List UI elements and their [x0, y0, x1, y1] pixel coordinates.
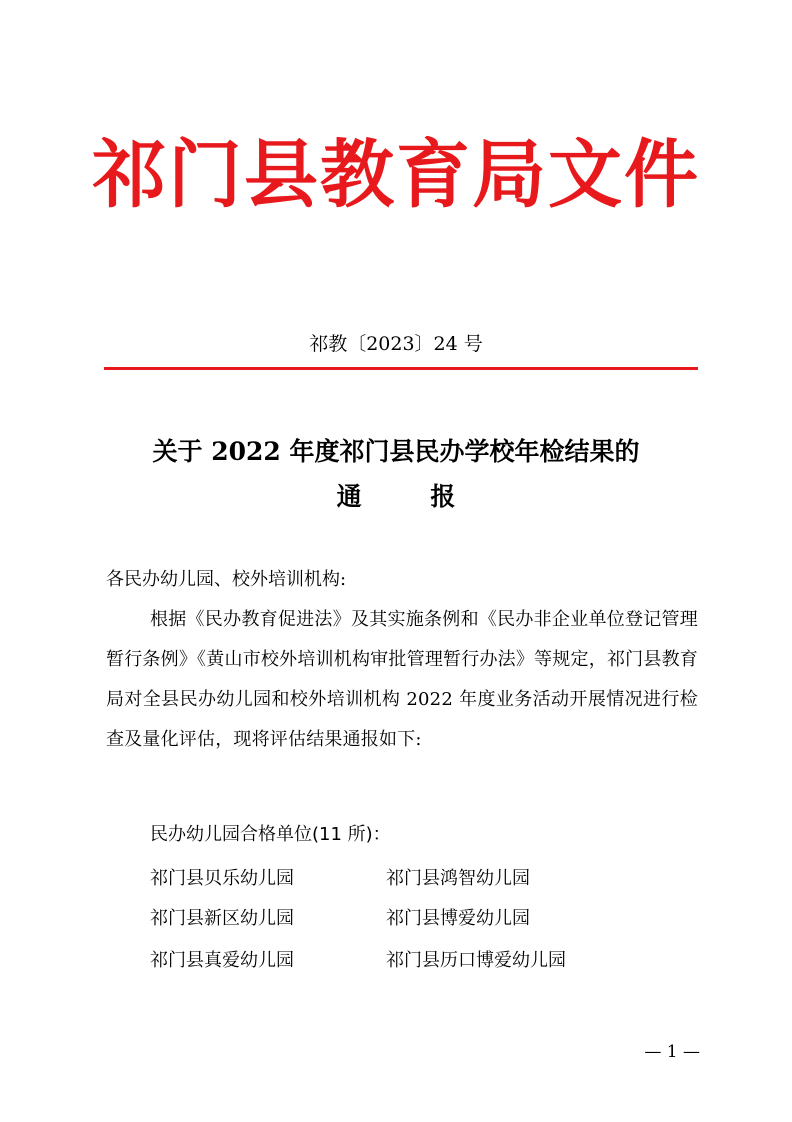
red-separator-line	[104, 367, 698, 370]
kindergarten-row	[150, 904, 710, 934]
kindergarten-name: 祁门县历口博爱幼儿园	[386, 950, 566, 971]
kindergarten-name: 祁门县新区幼儿园	[150, 908, 294, 929]
kindergarten-row	[150, 864, 710, 894]
notice-title-line-2: 通 报	[336, 482, 456, 511]
body-paragraph: 根据《民办教育促进法》及其实施条例和《民办非企业单位登记管理暂行条例》《黄山市校外培训机构审批管理暂行办法》等规定，祁门县教育局对全县民办幼儿园和校外培训机构 2022 年度业务活动开展情况进行检查及量化评估，现将评估结果通报如下:	[106, 609, 698, 750]
page-number: — 1 —	[644, 1042, 700, 1062]
notice-title-line-1: 关于 2022 年度祁门县民办学校年检结果的	[152, 437, 640, 466]
document-number: 祁教〔2023〕24 号	[309, 333, 483, 355]
kindergarten-name: 祁门县鸿智幼儿园	[386, 868, 530, 889]
section-heading: 民办幼儿园合格单位(11 所)：	[150, 824, 391, 845]
kindergarten-name: 祁门县贝乐幼儿园	[150, 868, 294, 889]
kindergarten-row	[150, 946, 710, 976]
masthead-title: 祁门县教育局文件	[92, 132, 700, 218]
kindergarten-name: 祁门县博爱幼儿园	[386, 908, 530, 929]
kindergarten-name: 祁门县真爱幼儿园	[150, 950, 294, 971]
salutation: 各民办幼儿园、校外培训机构:	[106, 569, 347, 590]
